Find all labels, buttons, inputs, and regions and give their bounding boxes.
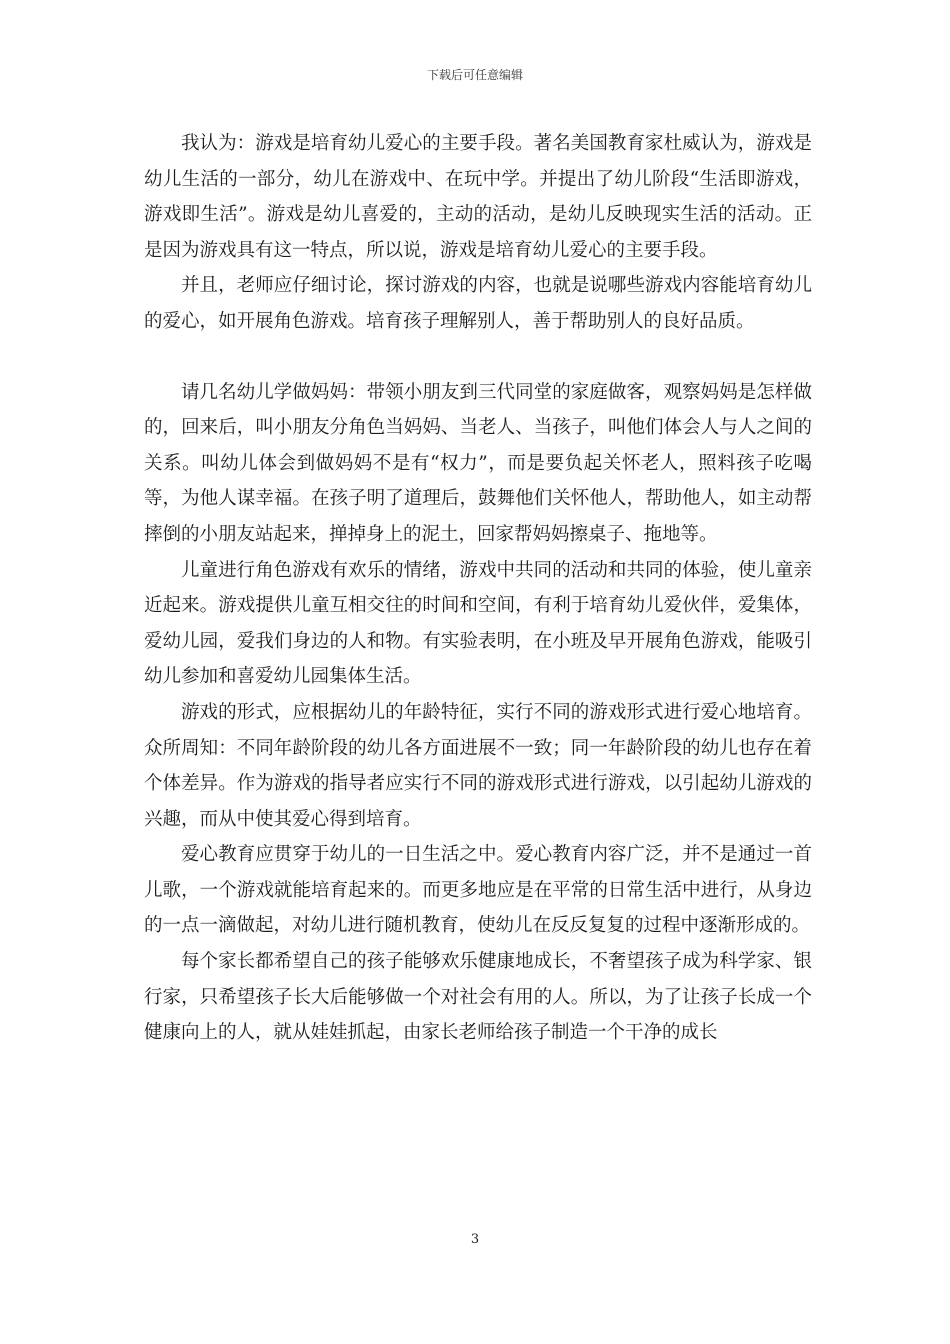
paragraph: 游戏的形式，应根据幼儿的年龄特征，实行不同的游戏形式进行爱心地培育。众所周知：不同年龄阶段的幼儿各方面进展不一致；同一年龄阶段的幼儿也存在着个体差异。作为游戏的指导者应实行不同的游戏形式进行游戏，以引起幼儿游戏的兴趣，而从中使其爱心得到培育。 <box>144 701 812 830</box>
page-header: 下载后可任意编辑 <box>426 68 523 82</box>
paragraph: 每个家长都希望自己的孩子能够欢乐健康地成长，不奢望孩子成为科学家、银行家，只希望孩子长大后能够做一个对社会有用的人。所以，为了让孩子长成一个健康向上的人，就从娃娃抓起，由家长老师给孩子制造一个干净的成长 <box>144 951 812 1044</box>
paragraph: 我认为：游戏是培育幼儿爱心的主要手段。著名美国教育家杜威认为，游戏是幼儿生活的一部分，幼儿在游戏中、在玩中学。并提出了幼儿阶段“生活即游戏，游戏即生活”。游戏是幼儿喜爱的，主动的活动，是幼儿反映现实生活的活动。正是因为游戏具有这一特点，所以说，游戏是培育幼儿爱心的主要手段。 <box>144 133 812 261</box>
paragraph: 并且，老师应仔细讨论，探讨游戏的内容，也就是说哪些游戏内容能培育幼儿的爱心，如开展角色游戏。培育孩子理解别人，善于帮助别人的良好品质。 <box>144 275 812 332</box>
paragraph: 爱心教育应贯穿于幼儿的一日生活之中。爱心教育内容广泛，并不是通过一首儿歌，一个游戏就能培育起来的。而更多地应是在平常的日常生活中进行，从身边的一点一滴做起，对幼儿进行随机教育，使幼儿在反反复复的过程中逐渐形成的。 <box>144 844 812 937</box>
paragraph: 儿童进行角色游戏有欢乐的情绪，游戏中共同的活动和共同的体验，使儿童亲近起来。游戏提供儿童互相交往的时间和空间，有利于培育幼儿爱伙伴，爱集体，爱幼儿园，爱我们身边的人和物。有实验表明，在小班及早开展角色游戏，能吸引幼儿参加和喜爱幼儿园集体生活。 <box>144 559 812 688</box>
page-number: 3 <box>470 1232 480 1247</box>
paragraph: 请几名幼儿学做妈妈：带领小朋友到三代同堂的家庭做客，观察妈妈是怎样做的，回来后，叫小朋友分角色当妈妈、当老人、当孩子，叫他们体会人与人之间的关系。叫幼儿体会到做妈妈不是有“权力”，而是要负起关怀老人，照料孩子吃喝等，为他人谋幸福。在孩子明了道理后，鼓舞他们关怀他人，帮助他人，如主动帮摔倒的小朋友站起来，掸掉身上的泥土，回家帮妈妈擦桌子、拖地等。 <box>144 381 812 545</box>
document-body <box>144 126 812 1051</box>
